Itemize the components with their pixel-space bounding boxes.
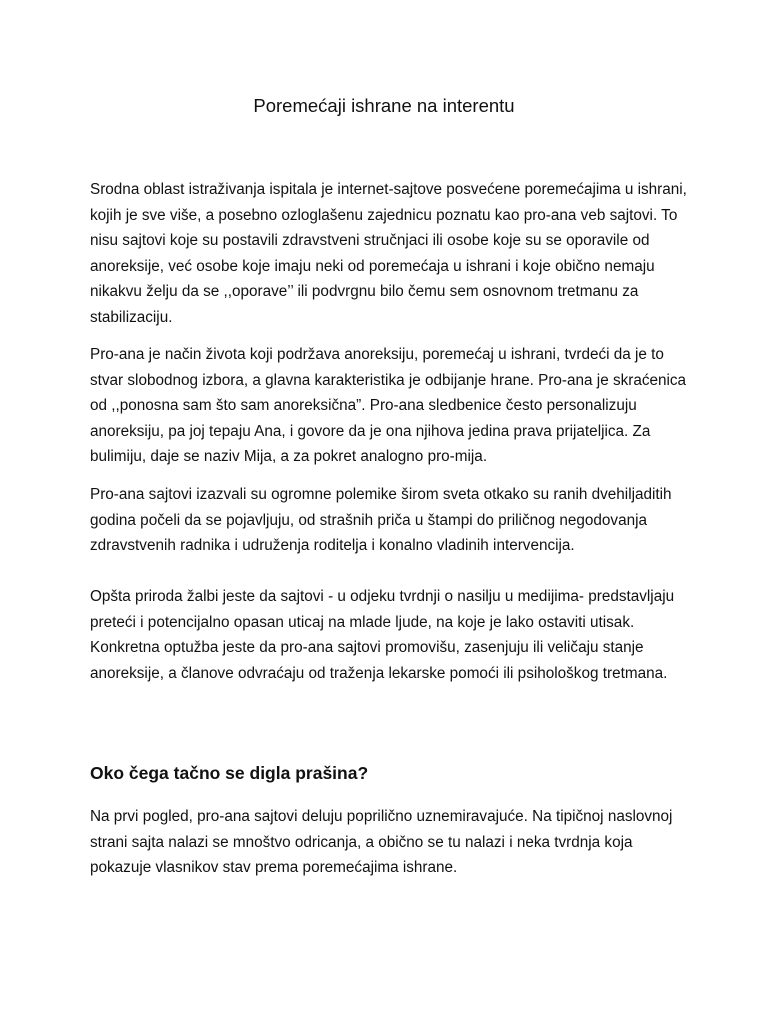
paragraph-2: Pro-ana je način života koji podržava anoreksiju, poremećaj u ishrani, tvrdeći da je to stvar slobodnog izbora, a glavna karakteristika je odbijanje hrane. Pro-ana je skraćenica od ,,ponosna sam što sam anoreksična”. Pro-ana sledbenice često personalizuju anoreksiju, pa joj tepaju Ana, i govore da je ona njihova jedina prava prijateljica. Za bulimiju, daje se naziv Mija, a za pokret analogno pro-mija. bbox=[90, 346, 687, 466]
paragraph-3: Pro-ana sajtovi izazvali su ogromne polemike širom sveta otkako su ranih dvehiljaditih godina počeli da se pojavljuju, od strašnih priča u štampi do priličnog negodovanja zdravstvenih radnika i udruženja roditelja i konalno vladinih intervencija. bbox=[90, 486, 672, 555]
paragraph-1: Srodna oblast istraživanja ispitala je internet-sajtove posvećene poremećajima u ishrani, kojih je sve više, a posebno ozloglašenu zajednicu poznatu kao pro-ana veb sajtovi. To nisu sajtovi koje su postavili zdravstveni stručnjaci ili osobe koje su se oporavile od anoreksije, već osobe koje imaju neki od poremećaja u ishrani i koje obično nemaju nikakvu želju da se ,,oporave’’ ili podvrgnu bilo čemu sem osnovnom tretmanu za stabilizaciju. bbox=[90, 181, 687, 326]
section-heading: Oko čega tačno se digla prašina? bbox=[90, 763, 369, 783]
paragraph-4: Opšta priroda žalbi jeste da sajtovi - u odjeku tvrdnji o nasilju u medijima- predstavljaju preteći i potencijalno opasan uticaj na mlade ljude, na koje je lako ostaviti utisak. Konkretna optužba jeste da pro-ana sajtovi promovišu, zasenjuju ili veličaju stanje anoreksije, a članove odvraćaju od traženja lekarske pomoći ili psihološkog tretmana. bbox=[90, 588, 675, 682]
page-title: Poremećaji ishrane na interentu bbox=[253, 95, 515, 116]
section-paragraph: Na prvi pogled, pro-ana sajtovi deluju poprilično uznemiravajuće. Na tipičnoj naslovnoj strani sajta nalazi se mnoštvo odricanja, a obično se tu nalazi i neka tvrdnja koja pokazuje vlasnikov stav prema poremećajima ishrane. bbox=[90, 808, 673, 877]
